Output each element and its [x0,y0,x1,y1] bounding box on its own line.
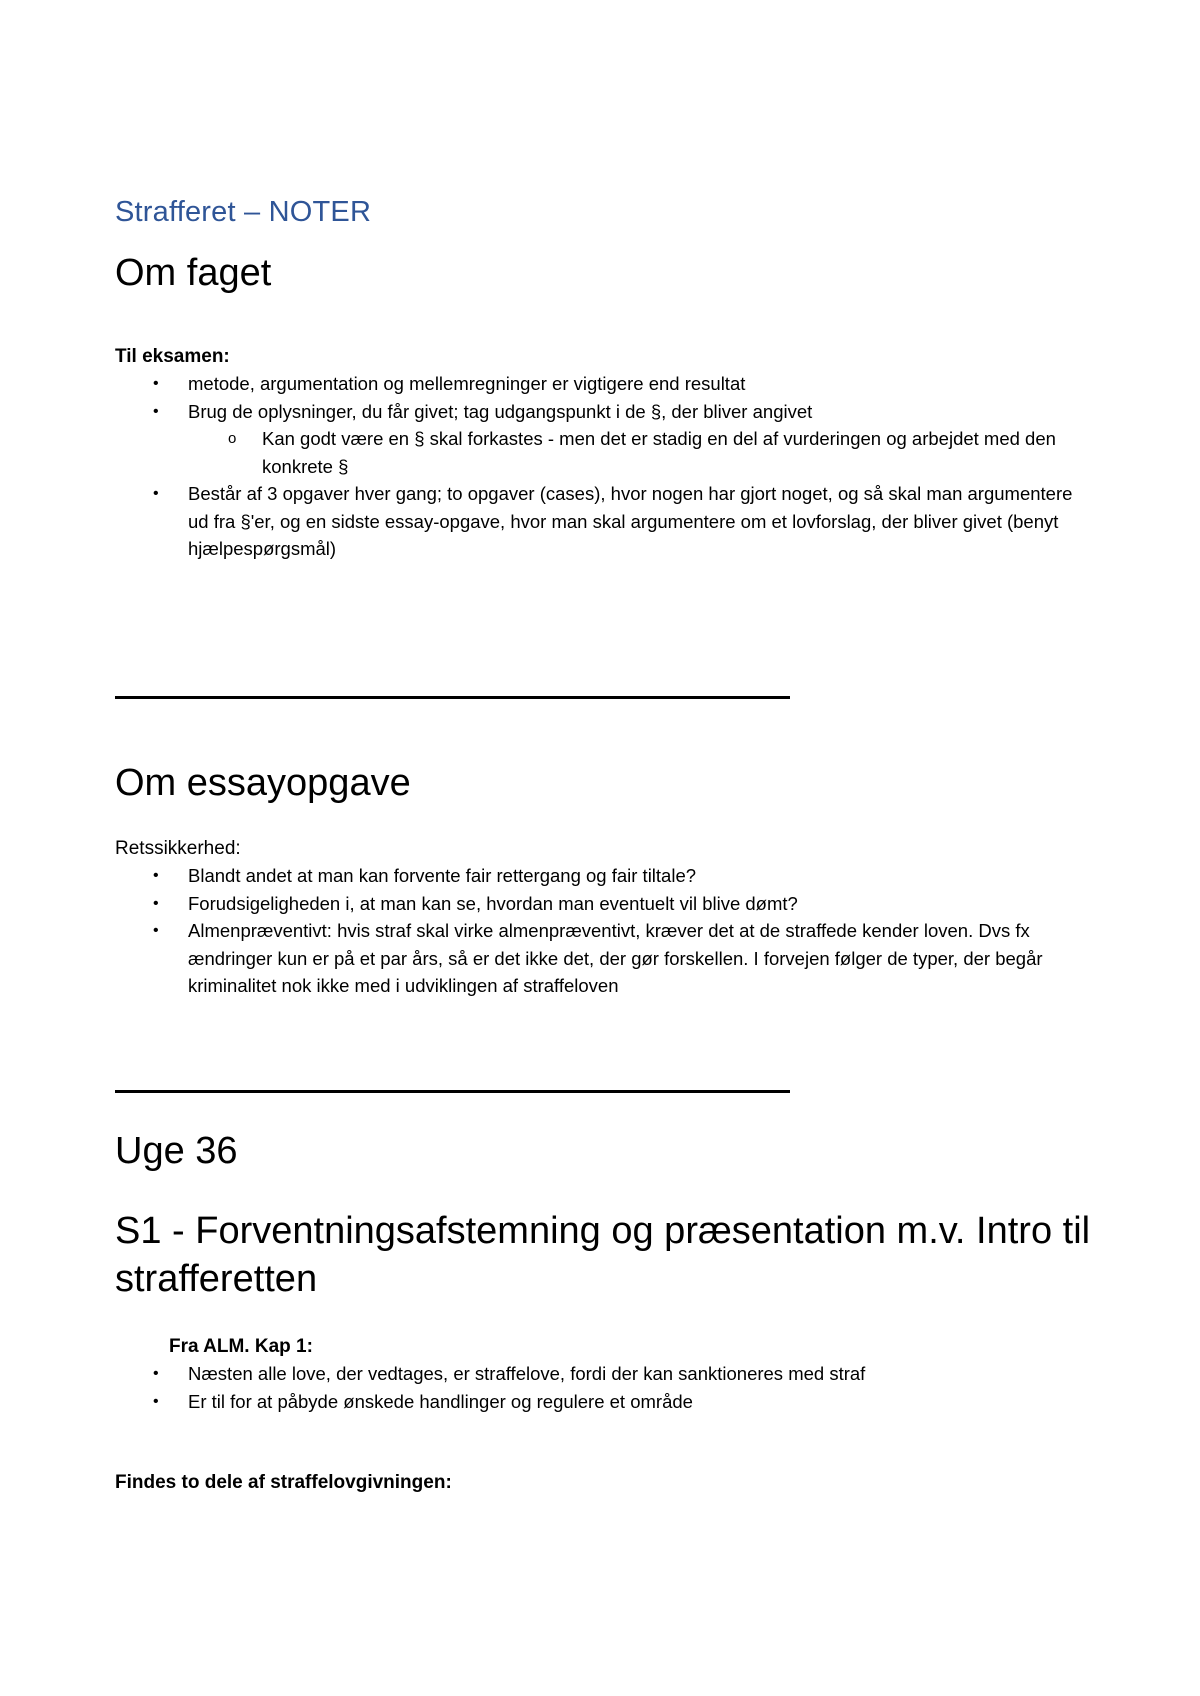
list-retssikkerhed [115,862,1075,1000]
list-item: • Forudsigeligheden i, at man kan se, hvordan man eventuelt vil blive dømt? [115,890,1075,918]
bullet-icon: • [153,894,159,912]
divider-line [115,1090,790,1093]
bullet-icon: • [153,485,159,502]
heading-uge-36: Uge 36 [115,1130,238,1172]
heading-s1: S1 - Forventningsafstemning og præsentation m.v. Intro til strafferetten [115,1210,1091,1300]
sub-list-item: o Kan godt være en § skal forkastes - men det er stadig en del af vurderingen og arbejdet med den konkrete § [115,425,1075,480]
circle-bullet-icon: o [228,430,237,447]
divider-line [115,696,790,699]
bullet-icon: • [153,402,159,420]
list-eksamen [115,370,1075,563]
label-findes-to-dele: Findes to dele af straffelovgivningen: [115,1472,452,1493]
bullet-icon: • [153,922,159,939]
document-title: Strafferet – NOTER [115,196,372,228]
list-item: • Er til for at påbyde ønskede handlinger og regulere et område [115,1388,1075,1416]
bullet-icon: • [153,1392,159,1410]
label-til-eksamen: Til eksamen: [115,346,230,367]
heading-om-essayopgave: Om essayopgave [115,762,411,804]
list-item: • Blandt andet at man kan forvente fair rettergang og fair tiltale? [115,862,1075,890]
heading-om-faget: Om faget [115,252,272,294]
list-item: • Almenpræventivt: hvis straf skal virke almenpræventivt, kræver det at de straffede kender loven. Dvs fx ændringer kun er på et par års, så er det ikke det, der gør forskellen. I forvejen følger de typer, der begår kriminalitet nok ikke med i udviklingen af straffeloven [115,917,1075,1000]
bullet-icon: • [153,375,159,392]
label-fra-alm: Fra ALM. Kap 1: [169,1336,313,1357]
list-item: • Brug de oplysninger, du får givet; tag udgangspunkt i de §, der bliver angivet [115,398,1075,426]
bullet-icon: • [153,1365,159,1382]
label-retssikkerhed: Retssikkerhed: [115,838,241,859]
list-item: • Næsten alle love, der vedtages, er straffelove, fordi der kan sanktioneres med straf [115,1360,1075,1388]
bullet-icon: • [153,867,159,884]
list-item: • Består af 3 opgaver hver gang; to opgaver (cases), hvor nogen har gjort noget, og så skal man argumentere ud fra §'er, og en sidste essay-opgave, hvor man skal argumentere om et lovforslag, der bliver givet (benyt hjælpespørgsmål) [115,480,1075,563]
list-alm [115,1360,1075,1415]
list-item: • metode, argumentation og mellemregninger er vigtigere end resultat [115,370,1075,398]
